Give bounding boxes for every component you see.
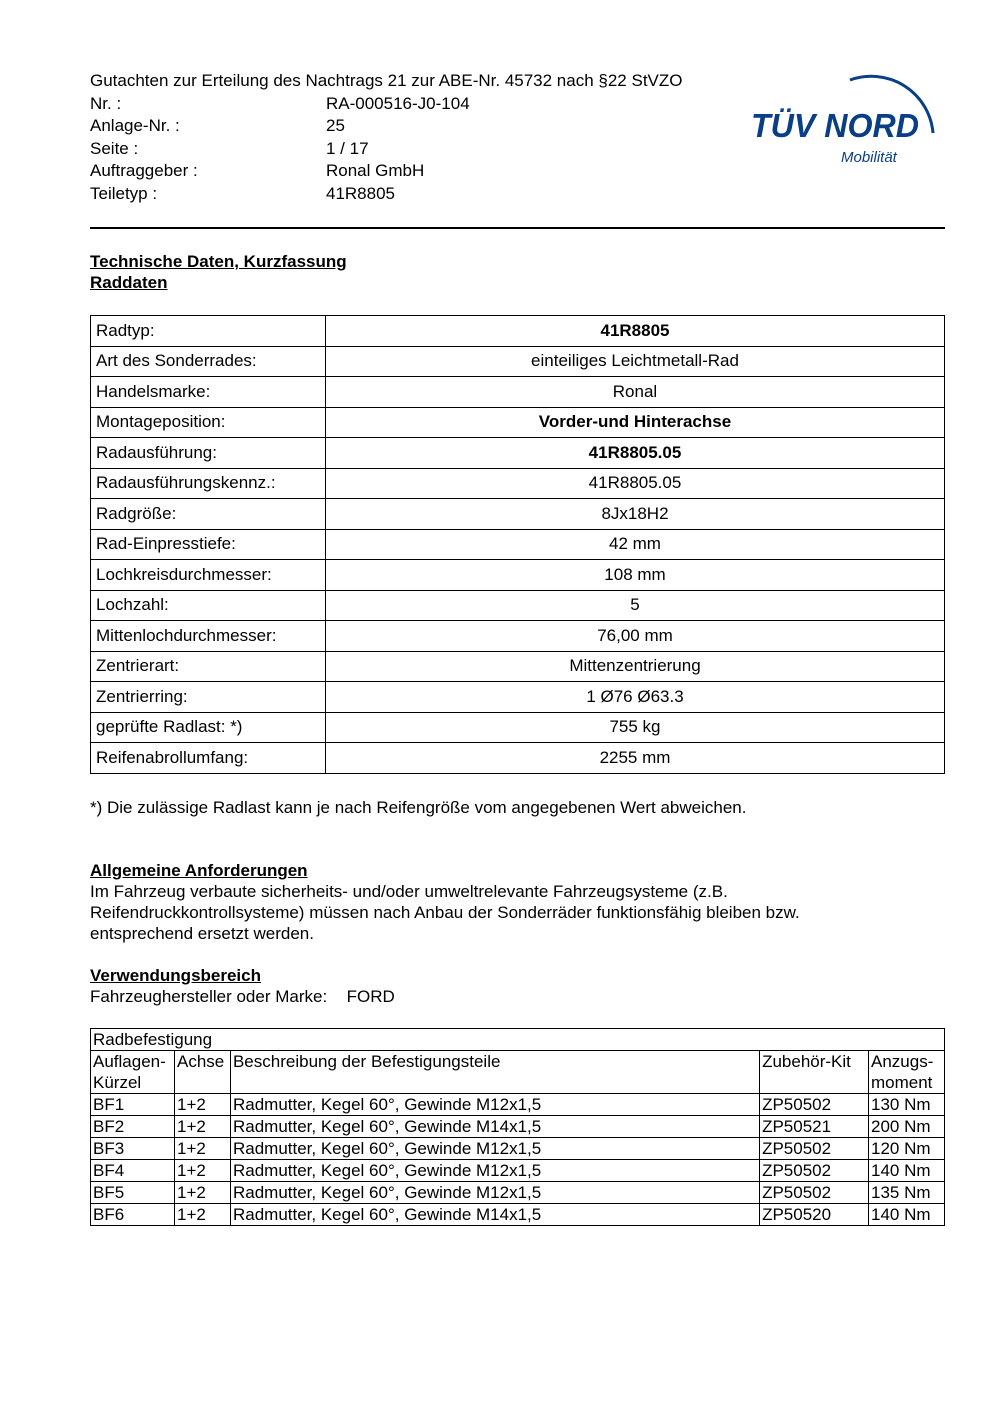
table-row	[91, 316, 945, 347]
table-cell: 1+2	[174, 1182, 230, 1204]
row-label: Rad-Einpresstiefe:	[91, 529, 326, 560]
header-label: Teiletyp :	[90, 183, 158, 203]
table-cell: BF1	[91, 1094, 175, 1116]
paragraph-line: Reifendruckkontrollsysteme) müssen nach Anbau der Sonderräder funktionsfähig bleiben bzw.	[90, 903, 800, 922]
row-value: Mittenzentrierung	[326, 651, 945, 682]
row-value: 42 mm	[326, 529, 945, 560]
header-row-teiletyp	[90, 183, 683, 206]
section-allgemeine-anforderungen	[90, 860, 800, 944]
manufacturer-label: Fahrzeughersteller oder Marke:	[90, 987, 328, 1006]
header-value: RA-000516-J0-104	[326, 93, 470, 113]
column-header: Anzugs- moment	[869, 1051, 945, 1094]
row-label: Radausführungskennz.:	[91, 468, 326, 499]
table-cell: BF3	[91, 1138, 175, 1160]
table-header-row	[91, 1051, 945, 1094]
row-label: Zentrierart:	[91, 651, 326, 682]
table-cell: 1+2	[174, 1116, 230, 1138]
row-label: geprüfte Radlast: *)	[91, 712, 326, 743]
row-label: Mittenlochdurchmesser:	[91, 621, 326, 652]
table-cell: 135 Nm	[869, 1182, 945, 1204]
row-label: Radgröße:	[91, 499, 326, 530]
table-row	[91, 1138, 945, 1160]
row-value: einteiliges Leichtmetall-Rad	[326, 346, 945, 377]
table-row	[91, 529, 945, 560]
table-cell: Radmutter, Kegel 60°, Gewinde M14x1,5	[230, 1204, 759, 1226]
row-value: Vorder-und Hinterachse	[326, 407, 945, 438]
table-cell: ZP50502	[760, 1182, 869, 1204]
row-value: 41R8805	[326, 316, 945, 347]
section-title: Technische Daten, Kurzfassung	[90, 252, 347, 271]
row-value: 1 Ø76 Ø63.3	[326, 682, 945, 713]
section-technische-daten	[90, 251, 347, 293]
table-row	[91, 346, 945, 377]
row-label: Lochzahl:	[91, 590, 326, 621]
header-value: Ronal GmbH	[326, 161, 425, 180]
table-cell: 130 Nm	[869, 1094, 945, 1116]
manufacturer-value: FORD	[346, 987, 395, 1006]
table-cell: Radmutter, Kegel 60°, Gewinde M14x1,5	[230, 1116, 759, 1138]
document-title: Gutachten zur Erteilung des Nachtrags 21 zur ABE-Nr. 45732 nach §22 StVZO	[90, 71, 683, 90]
row-value: 8Jx18H2	[326, 499, 945, 530]
paragraph-line: Im Fahrzeug verbaute sicherheits- und/oder umweltrelevante Fahrzeugsysteme (z.B.	[90, 882, 728, 901]
row-value: 5	[326, 590, 945, 621]
row-value: 41R8805.05	[326, 468, 945, 499]
footnote: *) Die zulässige Radlast kann je nach Reifengröße vom angegebenen Wert abweichen.	[90, 798, 747, 817]
row-label: Lochkreisdurchmesser:	[91, 560, 326, 591]
table-cell: 1+2	[174, 1094, 230, 1116]
header-label: Nr. :	[90, 93, 122, 113]
table-cell: 140 Nm	[869, 1160, 945, 1182]
row-value: 76,00 mm	[326, 621, 945, 652]
paragraph-line: entsprechend ersetzt werden.	[90, 924, 314, 943]
table-cell: Radmutter, Kegel 60°, Gewinde M12x1,5	[230, 1138, 759, 1160]
table-cell: 1+2	[174, 1204, 230, 1226]
header-label: Seite :	[90, 138, 139, 158]
header-value: 25	[326, 116, 345, 135]
logo-subtext: Mobilität	[841, 149, 897, 166]
row-label: Zentrierring:	[91, 682, 326, 713]
row-label: Art des Sonderrades:	[91, 346, 326, 377]
section-verwendungsbereich	[90, 965, 395, 1007]
header-row-nr	[90, 93, 683, 116]
row-label: Montageposition:	[91, 407, 326, 438]
row-value: 108 mm	[326, 560, 945, 591]
raddaten-table	[90, 315, 945, 774]
document-header	[90, 70, 683, 205]
table-cell: ZP50502	[760, 1094, 869, 1116]
column-header: Achse	[174, 1051, 230, 1094]
table-row	[91, 1160, 945, 1182]
table-row	[91, 712, 945, 743]
row-value: 41R8805.05	[326, 438, 945, 469]
header-row-seite	[90, 138, 683, 161]
table-cell: 140 Nm	[869, 1204, 945, 1226]
table-cell: 1+2	[174, 1160, 230, 1182]
column-header: Zubehör-Kit	[760, 1051, 869, 1094]
radbefestigung-table	[90, 1028, 945, 1226]
section-subtitle: Raddaten	[90, 273, 168, 292]
table-row	[91, 590, 945, 621]
table-row	[91, 1116, 945, 1138]
row-label: Handelsmarke:	[91, 377, 326, 408]
logo-text: TÜV NORD	[751, 107, 919, 144]
section-title: Allgemeine Anforderungen	[90, 861, 308, 880]
header-divider	[90, 227, 945, 229]
header-value: 1 / 17	[326, 138, 369, 158]
header-row-auftraggeber	[90, 160, 683, 183]
table-caption-row	[91, 1029, 945, 1051]
row-label: Radausführung:	[91, 438, 326, 469]
table-cell: BF5	[91, 1182, 175, 1204]
row-label: Radtyp:	[91, 316, 326, 347]
table-row	[91, 651, 945, 682]
tuv-nord-logo	[745, 45, 950, 170]
table-cell: 200 Nm	[869, 1116, 945, 1138]
row-value: 2255 mm	[326, 743, 945, 774]
table-row	[91, 682, 945, 713]
section-title: Verwendungsbereich	[90, 966, 261, 985]
table-row	[91, 377, 945, 408]
table-cell: BF4	[91, 1160, 175, 1182]
table-caption: Radbefestigung	[91, 1029, 945, 1051]
header-label: Anlage-Nr. :	[90, 116, 180, 135]
table-cell: 120 Nm	[869, 1138, 945, 1160]
table-row	[91, 468, 945, 499]
table-cell: ZP50502	[760, 1160, 869, 1182]
table-cell: Radmutter, Kegel 60°, Gewinde M12x1,5	[230, 1094, 759, 1116]
row-value: 755 kg	[326, 712, 945, 743]
table-cell: BF2	[91, 1116, 175, 1138]
column-header: Beschreibung der Befestigungsteile	[230, 1051, 759, 1094]
table-cell: 1+2	[174, 1138, 230, 1160]
row-value: Ronal	[326, 377, 945, 408]
header-row-anlage	[90, 115, 683, 138]
row-label: Reifenabrollumfang:	[91, 743, 326, 774]
table-cell: ZP50520	[760, 1204, 869, 1226]
table-row	[91, 560, 945, 591]
table-row	[91, 407, 945, 438]
table-cell: Radmutter, Kegel 60°, Gewinde M12x1,5	[230, 1182, 759, 1204]
table-cell: ZP50521	[760, 1116, 869, 1138]
table-row	[91, 438, 945, 469]
table-cell: ZP50502	[760, 1138, 869, 1160]
header-label: Auftraggeber :	[90, 161, 198, 180]
manufacturer-line	[90, 986, 395, 1007]
table-row	[91, 621, 945, 652]
table-row	[91, 743, 945, 774]
table-row	[91, 1204, 945, 1226]
table-cell: BF6	[91, 1204, 175, 1226]
column-header: Auflagen- Kürzel	[91, 1051, 175, 1094]
table-row	[91, 499, 945, 530]
table-row	[91, 1094, 945, 1116]
table-cell: Radmutter, Kegel 60°, Gewinde M12x1,5	[230, 1160, 759, 1182]
header-value: 41R8805	[326, 183, 396, 203]
table-row	[91, 1182, 945, 1204]
